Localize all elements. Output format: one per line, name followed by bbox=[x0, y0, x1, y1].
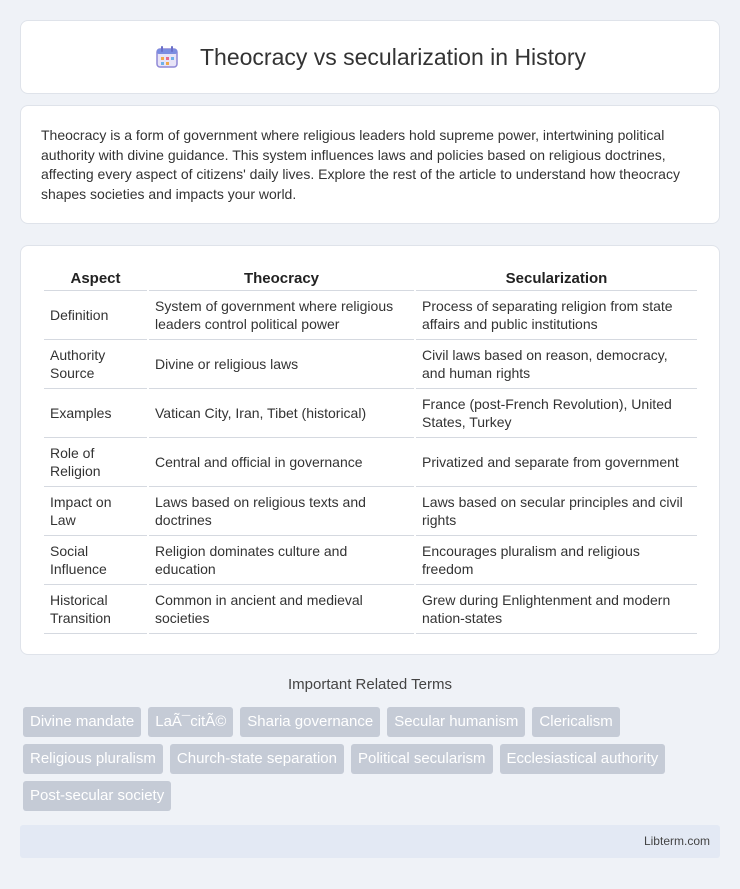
cell-theocracy: Religion dominates culture and education bbox=[149, 536, 414, 585]
cell-theocracy: System of government where religious leaders control political power bbox=[149, 291, 414, 340]
cell-theocracy: Common in ancient and medieval societies bbox=[149, 585, 414, 634]
table-header-row bbox=[44, 266, 697, 291]
comparison-table bbox=[42, 266, 699, 634]
cell-theocracy: Vatican City, Iran, Tibet (historical) bbox=[149, 389, 414, 438]
footer bbox=[20, 825, 720, 858]
cell-theocracy: Central and official in governance bbox=[149, 438, 414, 487]
cell-aspect: Historical Transition bbox=[44, 585, 147, 634]
related-terms-title: Important Related Terms bbox=[288, 676, 452, 693]
calendar-icon bbox=[154, 44, 180, 70]
intro-card bbox=[20, 105, 720, 224]
header-theocracy: Theocracy bbox=[149, 266, 414, 291]
cell-aspect: Impact on Law bbox=[44, 487, 147, 536]
table-row bbox=[44, 291, 697, 340]
related-term-tag[interactable]: Secular humanism bbox=[387, 707, 525, 737]
related-term-tag[interactable]: Church-state separation bbox=[170, 744, 344, 774]
page-title: Theocracy vs secularization in History bbox=[199, 43, 587, 70]
table-row bbox=[44, 340, 697, 389]
cell-secularization: Laws based on secular principles and civil rights bbox=[416, 487, 697, 536]
related-term-tag[interactable]: LaÃ¯citÃ© bbox=[148, 707, 233, 737]
table-row bbox=[44, 438, 697, 487]
table-row bbox=[44, 536, 697, 585]
cell-secularization: Civil laws based on reason, democracy, and human rights bbox=[416, 340, 697, 389]
comparison-table-card bbox=[20, 245, 720, 655]
related-term-tag[interactable]: Sharia governance bbox=[240, 707, 380, 737]
cell-theocracy: Divine or religious laws bbox=[149, 340, 414, 389]
related-term-tag[interactable]: Ecclesiastical authority bbox=[500, 744, 666, 774]
cell-secularization: Process of separating religion from state affairs and public institutions bbox=[416, 291, 697, 340]
table-row bbox=[44, 389, 697, 438]
table-row bbox=[44, 487, 697, 536]
title-card bbox=[20, 20, 720, 94]
related-term-tag[interactable]: Clericalism bbox=[532, 707, 619, 737]
cell-aspect: Social Influence bbox=[44, 536, 147, 585]
table-row bbox=[44, 585, 697, 634]
cell-secularization: Grew during Enlightenment and modern nation-states bbox=[416, 585, 697, 634]
related-term-tag[interactable]: Political secularism bbox=[351, 744, 493, 774]
header-aspect: Aspect bbox=[44, 266, 147, 291]
related-term-tag[interactable]: Post-secular society bbox=[23, 781, 171, 811]
cell-aspect: Definition bbox=[44, 291, 147, 340]
cell-secularization: Privatized and separate from government bbox=[416, 438, 697, 487]
cell-aspect: Examples bbox=[44, 389, 147, 438]
related-term-tag[interactable]: Divine mandate bbox=[23, 707, 141, 737]
footer-site-link[interactable]: Libterm.com bbox=[643, 834, 710, 848]
cell-aspect: Authority Source bbox=[44, 340, 147, 389]
intro-text: Theocracy is a form of government where religious leaders hold supreme power, intertwining political authority with divine guidance. This system influences laws and policies based on religious doctrines, affecting every aspect of citizens' daily lives. Explore the rest of the article to understand how theocracy shapes societies and impacts your world. bbox=[41, 127, 680, 202]
cell-secularization: Encourages pluralism and religious freedom bbox=[416, 536, 697, 585]
cell-secularization: France (post-French Revolution), United States, Turkey bbox=[416, 389, 697, 438]
cell-aspect: Role of Religion bbox=[44, 438, 147, 487]
related-term-tag[interactable]: Religious pluralism bbox=[23, 744, 163, 774]
related-terms-list bbox=[23, 707, 723, 811]
cell-theocracy: Laws based on religious texts and doctrines bbox=[149, 487, 414, 536]
header-secularization: Secularization bbox=[416, 266, 697, 291]
